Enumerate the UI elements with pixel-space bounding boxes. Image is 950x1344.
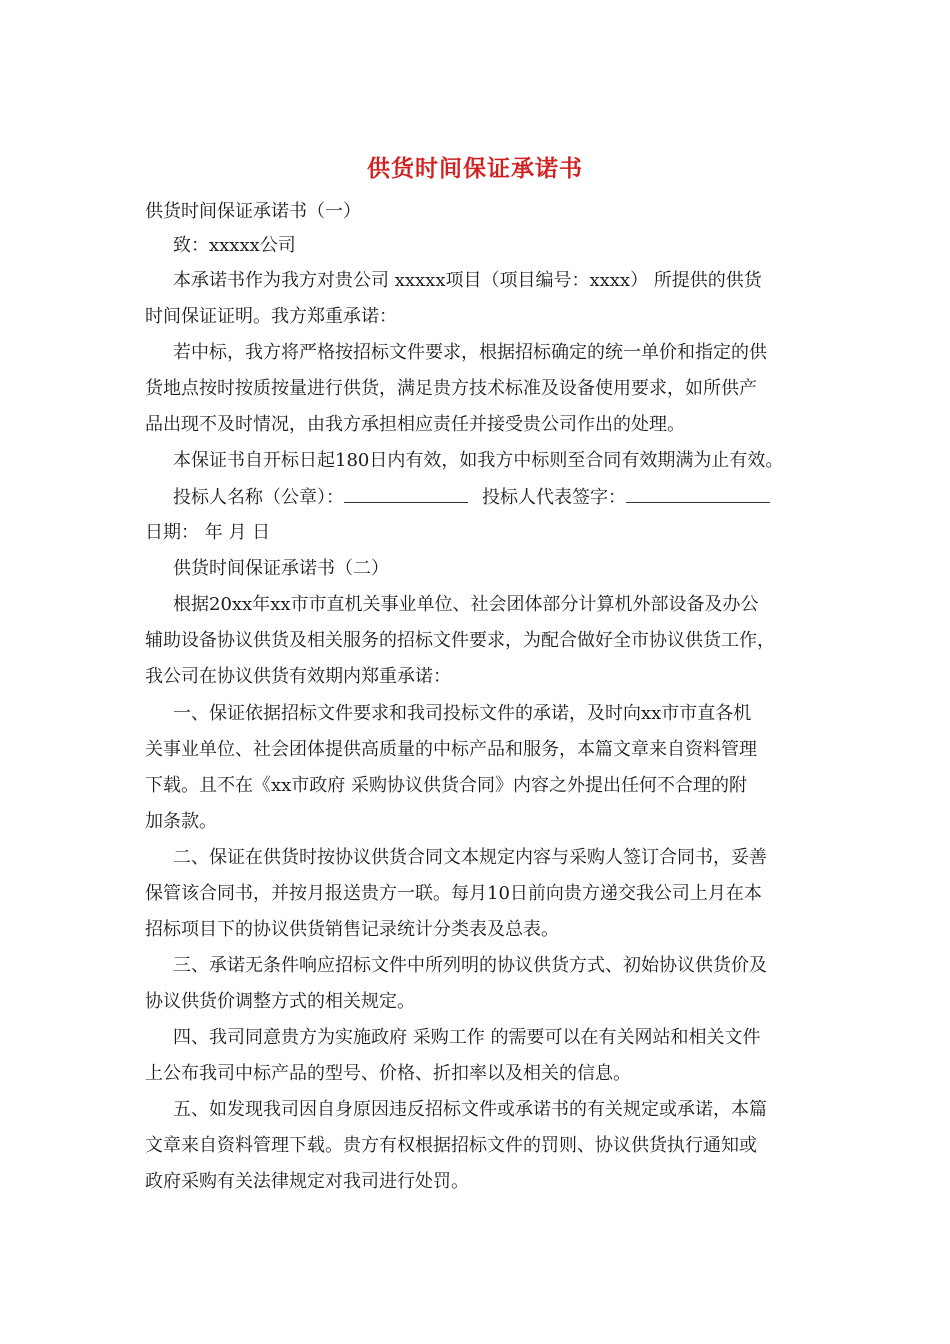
para2-line3: 品出现不及时情况，由我方承担相应责任并接受贵公司作出的处理。 (145, 414, 685, 435)
date-line: 日期： 年 月 日 (145, 522, 271, 543)
para8-line2: 上公布我司中标产品的型号、价格、折扣率以及相关的信息。 (145, 1063, 631, 1084)
para4-line2: 辅助设备协议供货及相关服务的招标文件要求，为配合做好全市协议供货工作， (145, 630, 775, 651)
para5-line2: 关事业单位、社会团体提供高质量的中标产品和服务，本篇文章来自资料管理 (145, 739, 757, 760)
para6-line1: 二、保证在供货时按协议供货合同文本规定内容与采购人签订合同书，妥善 (173, 847, 767, 868)
para8-line1: 四、我司同意贵方为实施政府 采购工作 的需要可以在有关网站和相关文件 (173, 1027, 761, 1048)
para1-line1: 本承诺书作为我方对贵公司 xxxxx项目（项目编号：xxxx） 所提供的供货 (173, 270, 762, 291)
addressee-line: 致：xxxxx公司 (173, 235, 296, 256)
para6-line3: 招标项目下的协议供货销售记录统计分类表及总表。 (145, 919, 559, 940)
para9-line3: 政府采购有关法律规定对我司进行处罚。 (145, 1171, 469, 1192)
para4-line3: 我公司在协议供货有效期内郑重承诺： (145, 666, 451, 687)
representative-signature-label: 投标人代表签字： (482, 487, 626, 508)
representative-signature-blank (626, 484, 770, 503)
section1-heading: 供货时间保证承诺书（一） (145, 201, 361, 222)
para2-line2: 货地点按时按质按量进行供货，满足贵方技术标准及设备使用要求，如所供产 (145, 378, 757, 399)
para3-line1: 本保证书自开标日起180日内有效，如我方中标则至合同有效期满为止有效。 (173, 450, 784, 471)
signature-line (173, 484, 770, 511)
para4-line1: 根据20xx年xx市市直机关事业单位、社会团体部分计算机外部设备及办公 (173, 594, 759, 615)
section2-heading: 供货时间保证承诺书（二） (173, 558, 389, 579)
bidder-name-label: 投标人名称（公章）： (173, 487, 344, 508)
para6-line2: 保管该合同书，并按月报送贵方一联。每月10日前向贵方递交我公司上月在本 (145, 883, 762, 904)
document-title: 供货时间保证承诺书 (367, 155, 583, 182)
bidder-name-blank (344, 484, 468, 503)
para5-line4: 加条款。 (145, 811, 217, 832)
para5-line3: 下载。且不在《xx市政府 采购协议供货合同》内容之外提出任何不合理的附 (145, 775, 748, 796)
para7-line2: 协议供货价调整方式的相关规定。 (145, 991, 415, 1012)
para2-line1: 若中标，我方将严格按招标文件要求，根据招标确定的统一单价和指定的供 (173, 342, 767, 363)
para5-line1: 一、保证依据招标文件要求和我司投标文件的承诺，及时向xx市市直各机 (173, 703, 752, 724)
para9-line1: 五、如发现我司因自身原因违反招标文件或承诺书的有关规定或承诺，本篇 (173, 1099, 767, 1120)
para1-line2: 时间保证证明。我方郑重承诺： (145, 306, 397, 327)
para9-line2: 文章来自资料管理下载。贵方有权根据招标文件的罚则、协议供货执行通知或 (145, 1135, 757, 1156)
para7-line1: 三、承诺无条件响应招标文件中所列明的协议供货方式、初始协议供货价及 (173, 955, 767, 976)
